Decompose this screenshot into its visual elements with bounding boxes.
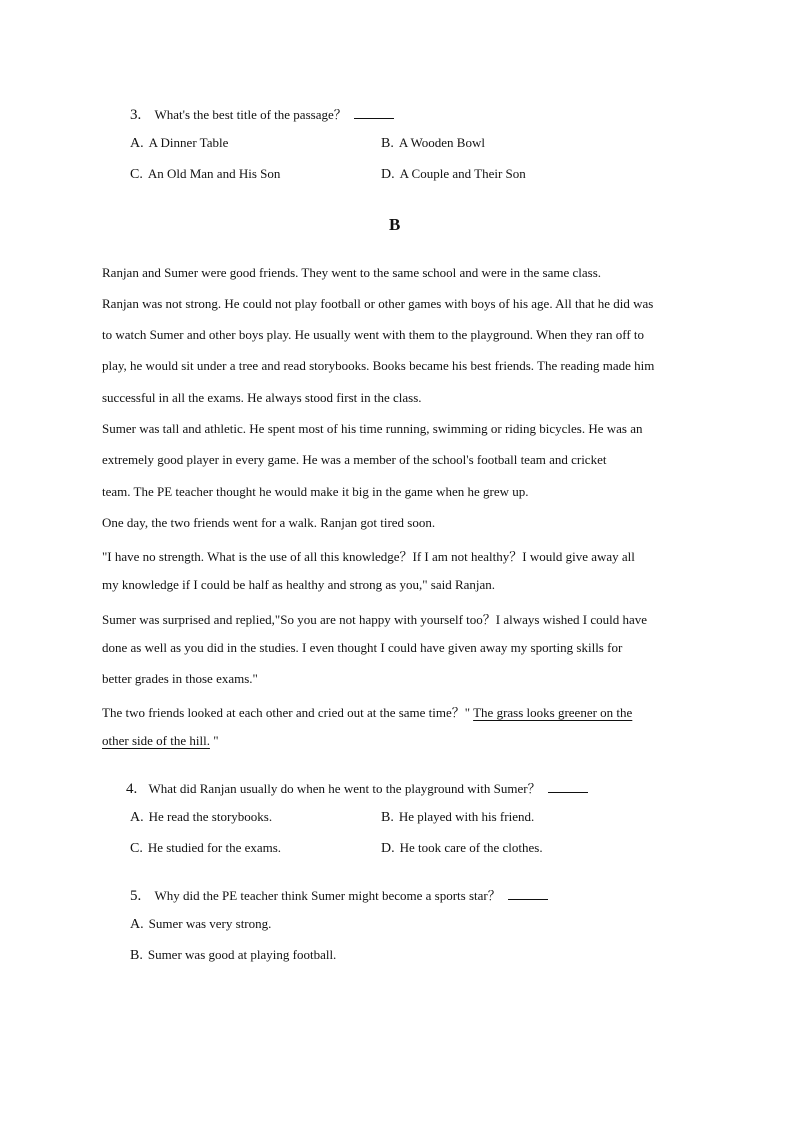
option-letter: D. bbox=[381, 841, 395, 856]
option-letter: D. bbox=[381, 167, 395, 182]
option-letter: C. bbox=[130, 167, 143, 182]
final-line-suffix: " bbox=[209, 733, 219, 748]
option-letter: A. bbox=[130, 917, 144, 932]
q4-option-c bbox=[130, 840, 281, 857]
passage-line: play, he would sit under a tree and read storybooks. Books became his best friends. The reading made him bbox=[102, 358, 655, 373]
option-text: An Old Man and His Son bbox=[147, 166, 281, 181]
passage-final-line bbox=[102, 702, 632, 721]
q3-option-b bbox=[381, 135, 485, 152]
passage-line: better grades in those exams." bbox=[102, 671, 258, 686]
section-title: B bbox=[389, 215, 401, 234]
q3-option-d bbox=[381, 166, 526, 183]
passage-line: to watch Sumer and other boys play. He usually went with them to the playground. When they ran off to bbox=[102, 327, 645, 342]
passage-line: Ranjan and Sumer were good friends. They went to the same school and were in the same class. bbox=[102, 265, 602, 280]
question-number: 5. bbox=[130, 888, 142, 904]
q3-option-c bbox=[130, 166, 280, 183]
answer-blank[interactable] bbox=[548, 782, 588, 793]
option-letter: C. bbox=[130, 841, 143, 856]
answer-blank[interactable] bbox=[508, 889, 548, 900]
option-letter: B. bbox=[381, 136, 394, 151]
option-letter: B. bbox=[381, 810, 394, 825]
passage-line: done as well as you did in the studies. I even thought I could have given away my sporting skills for bbox=[102, 640, 623, 655]
passage-line: "I have no strength. What is the use of all this knowledge？If I am not healthy？I would give away all bbox=[102, 549, 635, 564]
option-letter: A. bbox=[130, 136, 144, 151]
question-number: 3. bbox=[130, 107, 142, 123]
underlined-phrase: The grass looks greener on the bbox=[473, 705, 633, 720]
option-letter: B. bbox=[130, 948, 143, 963]
question-text: What's the best title of the passage？ bbox=[154, 107, 347, 122]
option-text: He took care of the clothes. bbox=[399, 840, 543, 855]
question-3 bbox=[130, 104, 394, 124]
passage-line: successful in all the exams. He always stood first in the class. bbox=[102, 390, 422, 405]
option-letter: A. bbox=[130, 810, 144, 825]
question-text: What did Ranjan usually do when he went to the playground with Sumer？ bbox=[148, 781, 541, 796]
q5-option-a bbox=[130, 916, 271, 933]
final-line-prefix: The two friends looked at each other and cried out at the same time？" bbox=[102, 705, 474, 720]
option-text: A Couple and Their Son bbox=[399, 166, 526, 181]
passage-line: Sumer was tall and athletic. He spent most of his time running, swimming or riding bicycles. He was an bbox=[102, 421, 643, 436]
passage-line: team. The PE teacher thought he would make it big in the game when he grew up. bbox=[102, 484, 529, 499]
option-text: He studied for the exams. bbox=[147, 840, 282, 855]
passage-line: Sumer was surprised and replied,"So you are not happy with yourself too？I always wished I could have bbox=[102, 612, 648, 627]
question-5 bbox=[130, 885, 548, 905]
passage-line: extremely good player in every game. He was a member of the school's football team and cricket bbox=[102, 452, 607, 467]
question-4 bbox=[126, 778, 588, 798]
passage-line: Ranjan was not strong. He could not play football or other games with boys of his age. All that he did was bbox=[102, 296, 654, 311]
option-text: A Wooden Bowl bbox=[398, 135, 485, 150]
q5-option-b bbox=[130, 947, 336, 964]
option-text: A Dinner Table bbox=[148, 135, 229, 150]
question-text: Why did the PE teacher think Sumer might become a sports star？ bbox=[154, 888, 501, 903]
option-text: He read the storybooks. bbox=[148, 809, 273, 824]
question-number: 4. bbox=[126, 781, 138, 797]
option-text: Sumer was good at playing football. bbox=[147, 947, 337, 962]
q4-option-d bbox=[381, 840, 543, 857]
passage-final-line-2 bbox=[102, 733, 219, 749]
answer-blank[interactable] bbox=[354, 108, 394, 119]
option-text: He played with his friend. bbox=[398, 809, 535, 824]
q3-option-a bbox=[130, 135, 228, 152]
underlined-phrase-end: other side of the hill. bbox=[102, 733, 210, 748]
passage-line: my knowledge if I could be half as healthy and strong as you," said Ranjan. bbox=[102, 577, 496, 592]
q4-option-b bbox=[381, 809, 534, 826]
q4-option-a bbox=[130, 809, 272, 826]
passage-line: One day, the two friends went for a walk. Ranjan got tired soon. bbox=[102, 515, 436, 530]
option-text: Sumer was very strong. bbox=[148, 916, 272, 931]
